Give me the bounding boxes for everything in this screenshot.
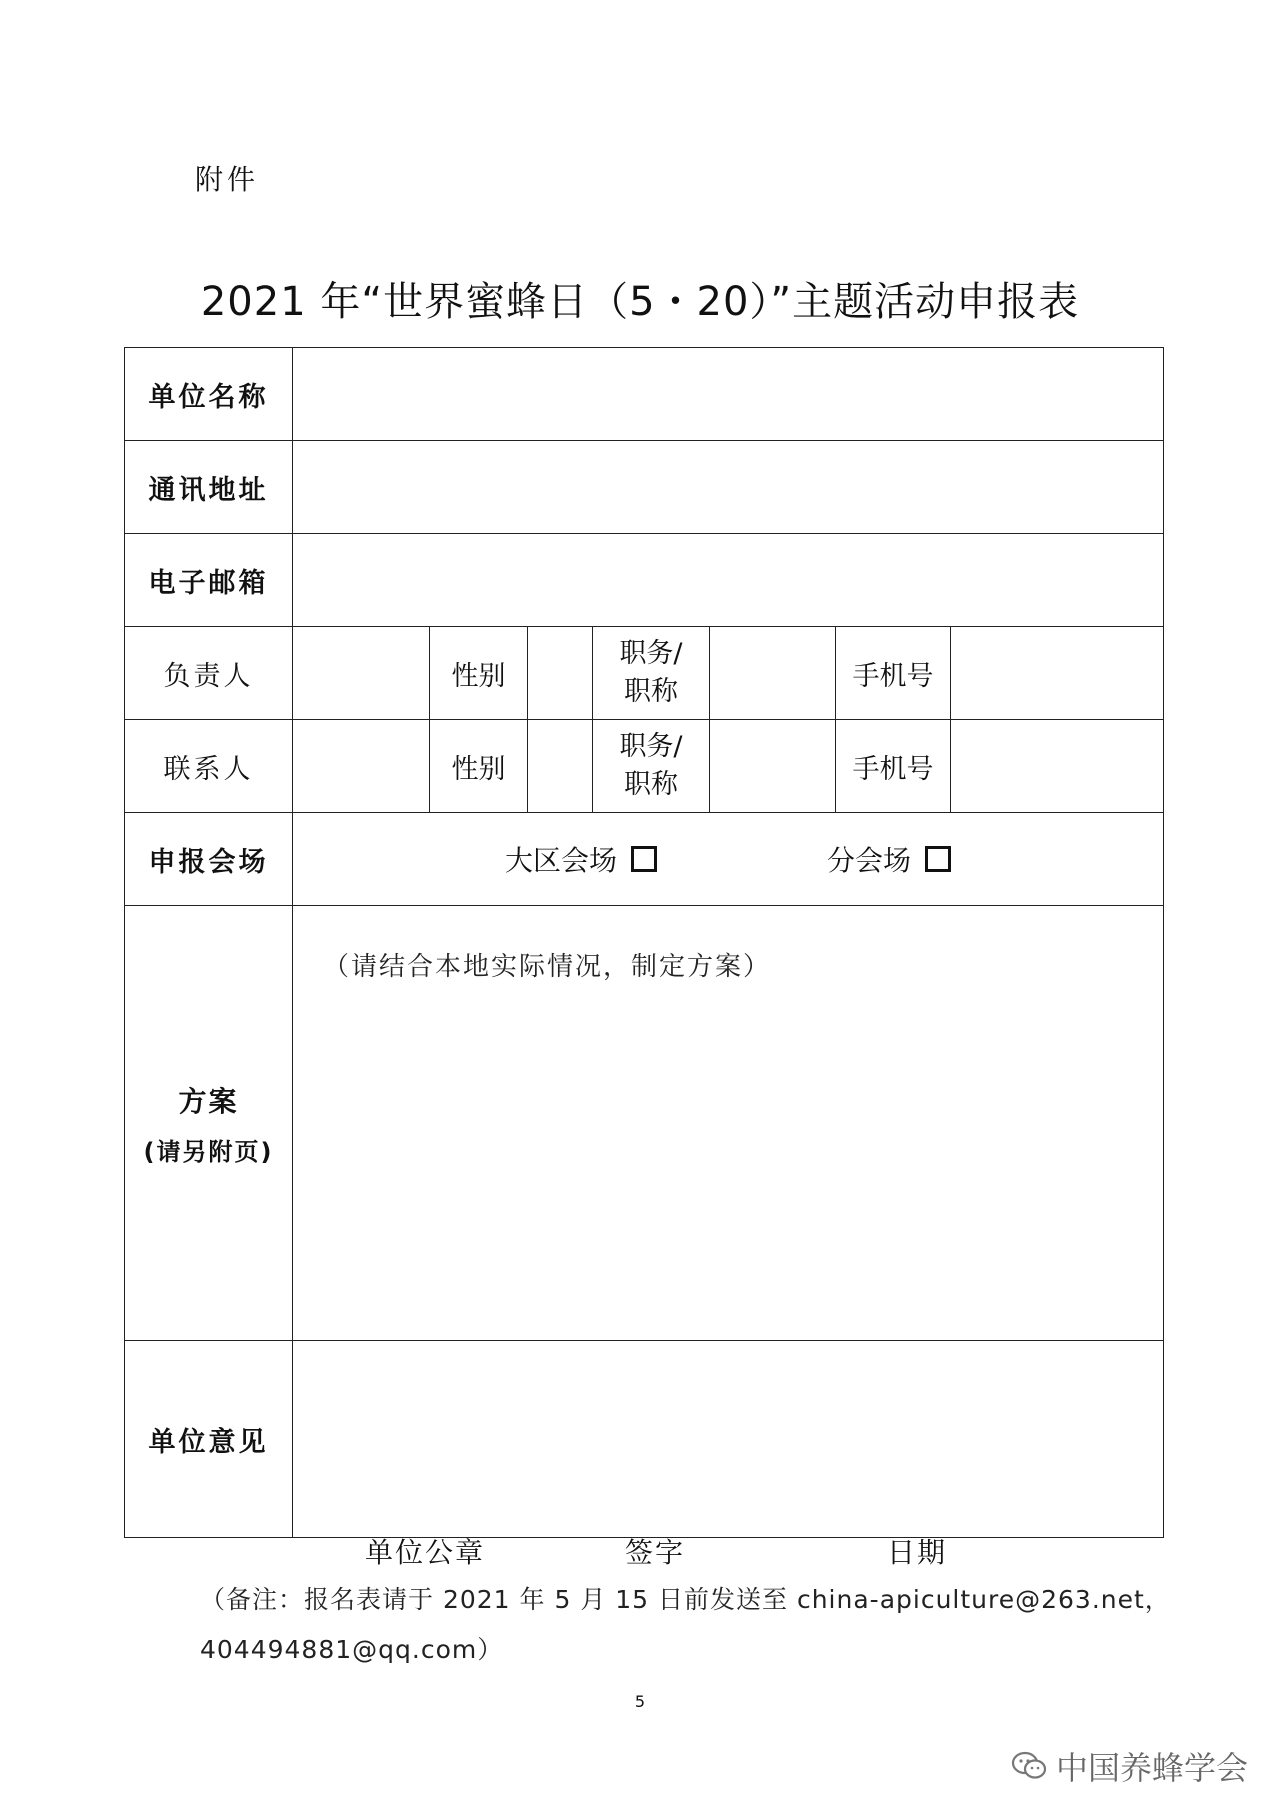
plan-label-cell (125, 906, 293, 1341)
venue-option-sub-label: 分会场 (827, 844, 912, 877)
regional-venue-checkbox[interactable] (631, 846, 657, 872)
attachment-label: 附件 (195, 163, 260, 196)
person-in-charge-field[interactable] (293, 627, 430, 720)
venue-option-regional-label: 大区会场 (504, 844, 617, 877)
date-label: 日期 (887, 1536, 948, 1569)
unit-name-field[interactable] (293, 348, 1164, 441)
watermark (1010, 1743, 1248, 1789)
sub-venue-checkbox[interactable] (925, 846, 951, 872)
submission-note (200, 1575, 1171, 1675)
position-label-line1: 职务/ (619, 731, 683, 762)
unit-name-label: 单位名称 (125, 348, 293, 441)
seal-label: 单位公章 (365, 1536, 486, 1569)
contact-person-label: 联系人 (125, 720, 293, 813)
page-title: 2021 年“世界蜜蜂日（5・20）”主题活动申报表 (200, 279, 1080, 325)
person-in-charge-gender-field[interactable] (528, 627, 593, 720)
application-form (124, 347, 1164, 1569)
plan-sublabel: (请另附页) (143, 1137, 274, 1166)
venue-label: 申报会场 (125, 813, 293, 906)
address-label: 通讯地址 (125, 441, 293, 534)
venue-options (293, 813, 1164, 906)
venue-option-sub[interactable] (827, 839, 951, 879)
plan-field[interactable] (293, 906, 1164, 1341)
phone-label: 手机号 (836, 720, 951, 813)
contact-person-field[interactable] (293, 720, 430, 813)
watermark-text: 中国养蜂学会 (1055, 1749, 1248, 1787)
phone-label: 手机号 (836, 627, 951, 720)
person-in-charge-position-field[interactable] (710, 627, 836, 720)
email-label: 电子邮箱 (125, 534, 293, 627)
submission-note-line1: （备注：报名表请于 2021 年 5 月 15 日前发送至 china-apiculture@263.net， (200, 1585, 1171, 1614)
opinion-field[interactable] (293, 1341, 1164, 1569)
plan-label: 方案 (178, 1084, 239, 1118)
wechat-icon (1010, 1750, 1048, 1782)
venue-option-regional[interactable] (505, 839, 657, 879)
submission-note-line2: 404494881@qq.com） (200, 1635, 504, 1664)
position-label-line1: 职务/ (619, 638, 683, 669)
position-label-line2: 职称 (624, 676, 678, 707)
position-label (593, 627, 710, 720)
contact-person-gender-field[interactable] (528, 720, 593, 813)
position-label-line2: 职称 (624, 769, 678, 800)
plan-hint: （请结合本地实际情况，制定方案） (323, 952, 772, 982)
gender-label: 性别 (430, 720, 528, 813)
signature-label: 签字 (625, 1536, 686, 1569)
address-field[interactable] (293, 441, 1164, 534)
position-label (593, 720, 710, 813)
person-in-charge-label: 负责人 (125, 627, 293, 720)
page-number: 5 (634, 1692, 646, 1711)
gender-label: 性别 (430, 627, 528, 720)
contact-person-position-field[interactable] (710, 720, 836, 813)
opinion-label: 单位意见 (125, 1341, 293, 1538)
email-field[interactable] (293, 534, 1164, 627)
person-in-charge-phone-field[interactable] (951, 627, 1164, 720)
contact-person-phone-field[interactable] (951, 720, 1164, 813)
